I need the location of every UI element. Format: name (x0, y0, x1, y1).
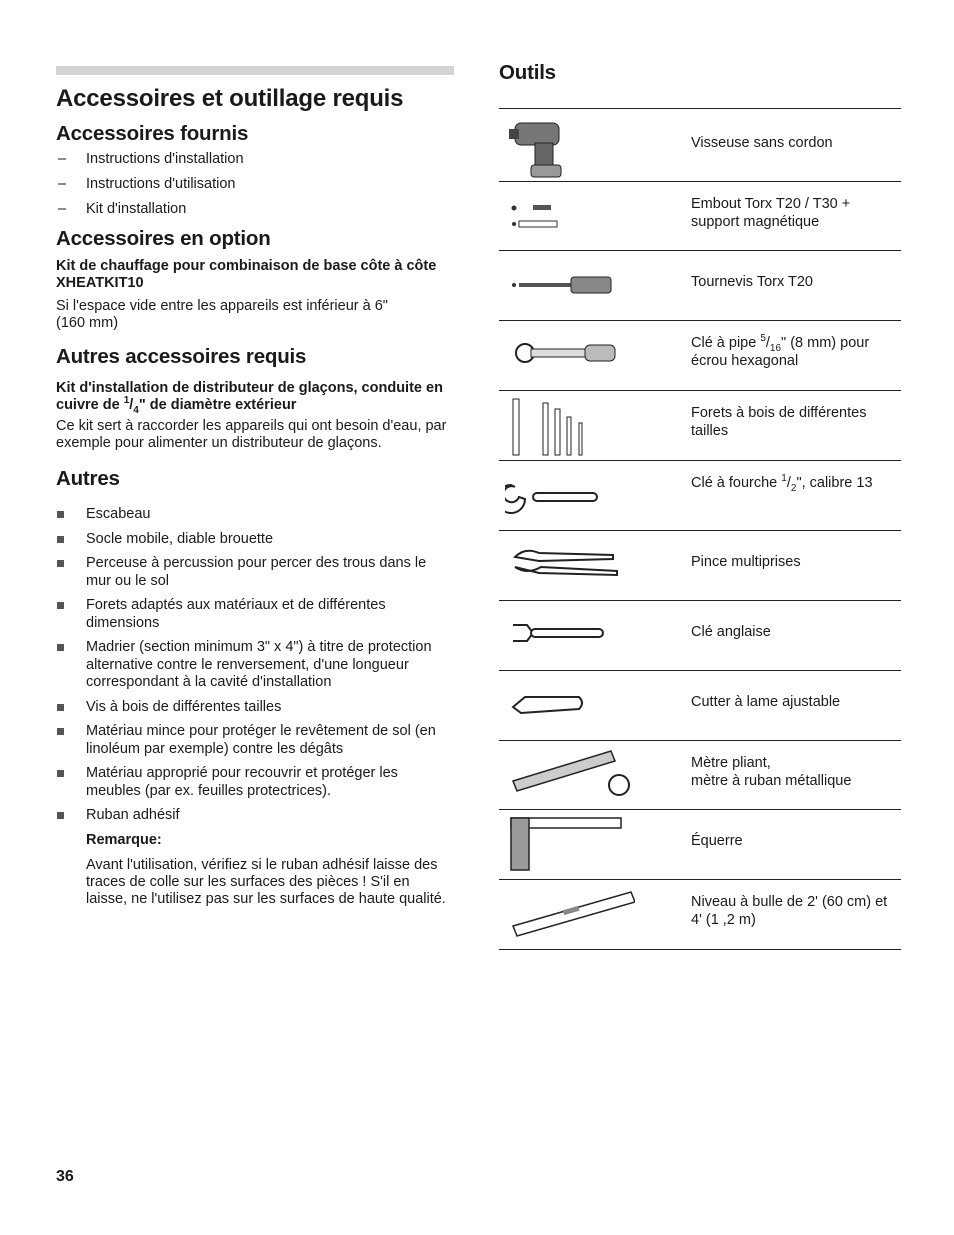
note-text: Avant l'utilisation, vérifiez si le ruban adhésif laisse des traces de colle sur les surfaces des pièces ! S'il en laisse, ne l'utilisez pas sur les surfaces de haute qualité. (86, 856, 446, 907)
kit-chauffage-text: Si l'espace vide entre les appareils est inférieur à 6" (160 mm) (56, 298, 388, 331)
tool-row (499, 461, 901, 531)
tool-label-line2: mètre à ruban métallique (691, 772, 852, 789)
tool-row (499, 251, 901, 321)
tool-row (499, 880, 901, 950)
page-number: 36 (56, 1168, 74, 1185)
tool-row (499, 741, 901, 810)
autres-list (56, 506, 454, 825)
adjustable-wrench-icon (505, 607, 610, 657)
heading-accessoires-option: Accessoires en option (56, 227, 271, 250)
folding-rule-tape-icon (505, 747, 635, 803)
drill-bits-icon (505, 397, 595, 459)
heading-accessoires-fournis: Accessoires fournis (56, 122, 249, 145)
tool-label: Clé anglaise (691, 624, 771, 640)
tool-row (499, 391, 901, 461)
kit-glacons-title: Kit d'installation de distributeur de glaçons, conduite en cuivre de $^1/_4$" de diamètre extérieur (56, 380, 443, 416)
tool-row (499, 601, 901, 671)
tool-label: Clé à fourche $^1/_2$", calibre 13 (691, 473, 873, 494)
tool-row (499, 671, 901, 741)
tool-label-a: Clé à fourche (691, 475, 782, 491)
list-item: – Instructions d'utilisation (56, 176, 454, 193)
heading-autres-accessoires: Autres accessoires requis (56, 345, 307, 368)
list-item: Perceuse à percussion pour percer des trous dans le mur ou le sol (56, 555, 454, 590)
fraction-numerator: 1 (781, 473, 787, 485)
tools-table (499, 108, 901, 950)
list-item: Vis à bois de différentes tailles (56, 699, 454, 717)
list-item: Socle mobile, diable brouette (56, 531, 454, 549)
kit-chauffage-title-line1: Kit de chauffage pour combinaison de base côte à côte (56, 258, 437, 274)
fraction-denominator: 2 (790, 482, 797, 494)
fraction-denominator: 16 (769, 342, 782, 354)
tool-row (499, 321, 901, 391)
square-icon (505, 816, 630, 874)
tool-row (499, 531, 901, 601)
list-item: Madrier (section minimum 3" x 4") à titre de protection alternative contre le renversement, d'une longueur correspondant à la cavité d'installation (56, 639, 454, 692)
tool-label: Cutter à lame ajustable (691, 694, 841, 710)
fraction-numerator: 5 (760, 333, 766, 345)
list-item: Forets adaptés aux matériaux et de différentes dimensions (56, 597, 454, 632)
tool-label: Visseuse sans cordon (691, 135, 833, 151)
socket-wrench-icon (505, 327, 620, 377)
pliers-icon (505, 537, 620, 587)
right-column (499, 60, 901, 950)
utility-knife-icon (505, 677, 590, 727)
tool-label: Niveau à bulle de 2' (60 cm) et 4' (1 ,2 m) (691, 894, 888, 928)
list-item: – Kit d'installation (56, 201, 454, 218)
open-end-wrench-icon (505, 467, 610, 517)
fraction-denominator: 4 (133, 404, 139, 416)
section-rule (56, 66, 454, 75)
tool-label-line1: Mètre pliant, (691, 755, 771, 771)
heading-outils: Outils (499, 61, 556, 84)
spirit-level-icon (505, 886, 635, 944)
list-item: Escabeau (56, 506, 454, 524)
tool-label (691, 755, 901, 790)
note-label: Remarque: (86, 831, 162, 848)
tool-label-b: ", calibre 13 (796, 475, 873, 491)
cordless-screwdriver-icon (505, 115, 575, 181)
list-item: Matériau mince pour protéger le revêtement de sol (en linoléum par exemple) contre les dégâts (56, 723, 454, 758)
kit-glacons-title-b: " de diamètre extérieur (138, 397, 297, 413)
tool-label: Équerre (691, 833, 743, 849)
kit-chauffage-title-line2: XHEATKIT10 (56, 275, 144, 291)
list-item: – Instructions d'installation (56, 151, 454, 168)
list-item: Matériau approprié pour recouvrir et protéger les meubles (par ex. feuilles protectrices). (56, 765, 454, 800)
fraction-numerator: 1 (123, 395, 130, 407)
tool-label-a: Clé à pipe (691, 335, 761, 351)
list-item: Ruban adhésif (56, 807, 454, 825)
kit-chauffage-title (56, 258, 454, 292)
tool-label: Clé à pipe $^5/_{16}$" (8 mm) pour écrou hexagonal (691, 333, 870, 369)
fournis-list (56, 151, 454, 218)
tool-label: Forets à bois de différentes tailles (691, 405, 867, 439)
screwdriver-icon (505, 257, 615, 307)
tool-row (499, 810, 901, 880)
tool-label: Pince multiprises (691, 554, 801, 570)
tool-row (499, 109, 901, 182)
tool-label-b: " (8 mm) pour écrou hexagonal (691, 335, 870, 369)
torx-bit-icon (505, 188, 575, 238)
tool-label: Tournevis Torx T20 (691, 274, 813, 290)
kit-glacons-title-a: Kit d'installation de distributeur de glaçons, conduite en cuivre de (56, 380, 443, 413)
left-column (56, 66, 454, 908)
tool-label: Embout Torx T20 / T30 + support magnétique (691, 196, 851, 230)
page-title: Accessoires et outillage requis (56, 85, 404, 112)
kit-glacons-text: Ce kit sert à raccorder les appareils qui ont besoin d'eau, par exemple pour alimenter un distributeur de glaçons. (56, 418, 447, 451)
heading-autres: Autres (56, 467, 120, 490)
tool-row (499, 182, 901, 251)
